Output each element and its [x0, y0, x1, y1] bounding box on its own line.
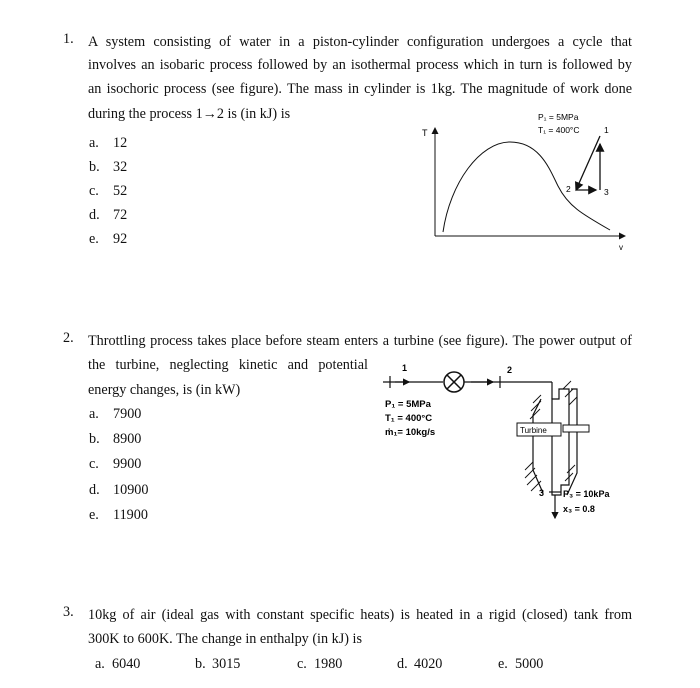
- turbine-diagram: [345, 355, 635, 525]
- option-letter: a.: [89, 135, 99, 151]
- question-text-line: involves an isobaric process followed by an isothermal process which in turn is followed by: [88, 57, 632, 73]
- option-a[interactable]: [95, 656, 140, 673]
- question-text-line: 300K to 600K. The change in enthalpy (in kJ) is: [88, 631, 362, 647]
- option-b[interactable]: [89, 159, 127, 176]
- option-value: 4020: [414, 656, 443, 672]
- state-1-label: 1: [402, 363, 408, 373]
- option-c[interactable]: [89, 456, 141, 473]
- option-value: 12: [113, 135, 128, 151]
- option-value: 72: [113, 207, 128, 223]
- option-value: 9900: [113, 456, 142, 472]
- option-d[interactable]: [397, 656, 442, 673]
- turbine-shaft: [563, 425, 589, 432]
- option-letter: d.: [89, 482, 100, 498]
- option-value: 52: [113, 183, 128, 199]
- option-value: 11900: [113, 507, 148, 523]
- option-value: 6040: [112, 656, 141, 672]
- question-text-line: 10kg of air (ideal gas with constant specific heats) is heated in a rigid (closed) tank from: [88, 607, 632, 623]
- option-value: 5000: [515, 656, 544, 672]
- t1-label: T₁ = 400°C: [538, 125, 580, 135]
- option-c[interactable]: [89, 183, 127, 200]
- question-text-line: Throttling process takes place before steam enters a turbine (see figure). The power output of: [88, 333, 632, 349]
- option-value: 92: [113, 231, 128, 247]
- p1-label: P₁ = 5MPa: [538, 112, 579, 122]
- option-letter: d.: [89, 207, 100, 223]
- option-value: 8900: [113, 431, 142, 447]
- option-letter: c.: [89, 183, 99, 199]
- v-axis-label: v: [619, 243, 623, 252]
- turbine-label: Turbine: [520, 426, 547, 435]
- m1-label: ṁ₁= 10kg/s: [385, 427, 436, 438]
- option-a[interactable]: [89, 135, 127, 152]
- option-letter: c.: [297, 656, 307, 672]
- option-letter: a.: [95, 656, 105, 672]
- option-value: 1980: [314, 656, 343, 672]
- option-value: 10900: [113, 482, 149, 498]
- option-letter: e.: [498, 656, 508, 672]
- turbine-left-wall: [533, 399, 543, 493]
- t-axis-label: T: [422, 128, 428, 138]
- option-d[interactable]: [89, 482, 148, 499]
- p3-label: P₃ = 10kPa: [563, 489, 610, 499]
- question-text-line: A system consisting of water in a piston-cylinder configuration undergoes a cycle that: [88, 34, 632, 50]
- process-1-2-line: [576, 136, 600, 190]
- question-text-line: an isochoric process (see figure). The mass in cylinder is 1kg. The magnitude of work done: [88, 81, 632, 97]
- question-number: 2.: [63, 330, 74, 346]
- state-2-label: 2: [566, 184, 571, 194]
- option-e[interactable]: [89, 507, 148, 524]
- option-b[interactable]: [89, 431, 141, 448]
- option-e[interactable]: [89, 231, 127, 248]
- option-value: 7900: [113, 406, 142, 422]
- option-letter: b.: [89, 159, 100, 175]
- option-e[interactable]: [498, 656, 543, 673]
- question-text-line: during the process 1→2 is (in kJ) is: [88, 106, 291, 122]
- option-letter: b.: [89, 431, 100, 447]
- p1-label: P₁ = 5MPa: [385, 399, 431, 410]
- saturation-dome: [443, 142, 610, 232]
- option-letter: b.: [195, 656, 206, 672]
- option-value: 32: [113, 159, 128, 175]
- option-b[interactable]: [195, 656, 240, 673]
- option-d[interactable]: [89, 207, 127, 224]
- t1-label: T₁ = 400°C: [385, 413, 433, 424]
- option-letter: c.: [89, 456, 99, 472]
- question-number: 3.: [63, 604, 74, 620]
- option-letter: e.: [89, 231, 99, 247]
- option-letter: e.: [89, 507, 99, 523]
- option-value: 3015: [212, 656, 241, 672]
- option-a[interactable]: [89, 406, 141, 423]
- question-text-line: energy changes, is (in kW): [88, 382, 241, 398]
- x3-label: x₃ = 0.8: [563, 504, 595, 514]
- option-c[interactable]: [297, 656, 342, 673]
- question-text-line: the turbine, neglecting kinetic and potential: [88, 357, 368, 373]
- question-number: 1.: [63, 31, 74, 47]
- state-1-label: 1: [604, 125, 609, 135]
- option-letter: a.: [89, 406, 99, 422]
- state-3-label: 3: [539, 488, 545, 498]
- state-2-label: 2: [507, 365, 513, 375]
- state-3-label: 3: [604, 187, 609, 197]
- tv-diagram: [410, 108, 640, 258]
- option-letter: d.: [397, 656, 408, 672]
